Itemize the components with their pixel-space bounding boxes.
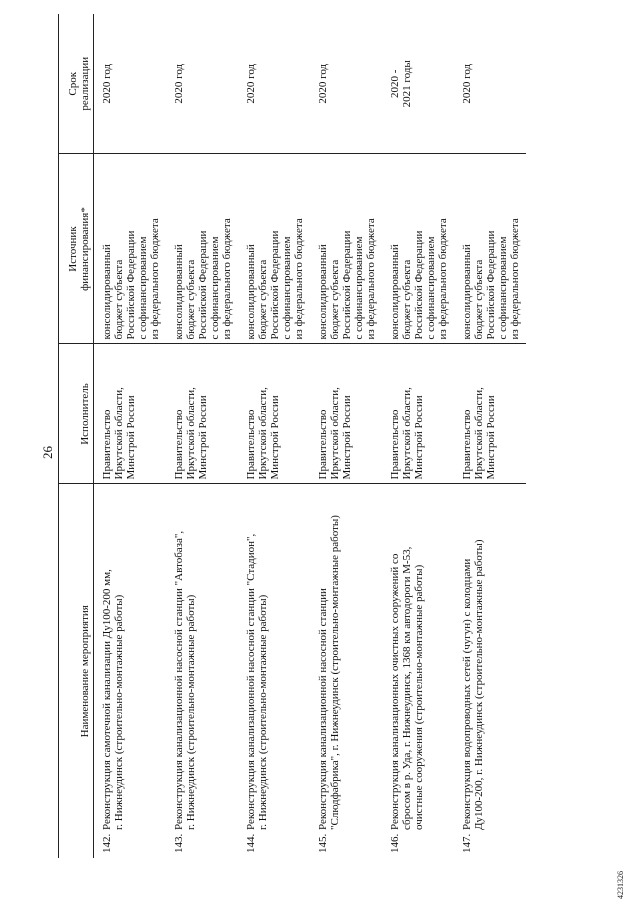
header-name: Наименование мероприятия [59,484,94,858]
cell-source: консолидированный бюджет субъекта Российской Федерации с софинансированием из федерального бюджета [454,154,526,344]
cell-name [310,484,382,858]
row-number: 142. [101,833,113,853]
row-name: Реконструкция самотечной канализации Ду100-200 мм, г. Нижнеудинск (строительно-монтажные работы) [101,569,125,830]
measures-table [58,14,526,858]
row-name: Реконструкция водопроводных сетей (чугун) с колодцами Ду100-200, г. Нижнеудинск (строительно-монтажные работы) [461,539,485,830]
cell-name [94,484,167,858]
cell-name [454,484,526,858]
row-name: Реконструкция канализационной насосной станции "Автобаза", г. Нижнеудинск (строительно-монтажные работы) [173,530,197,830]
table-row [454,14,526,858]
table-row [94,14,167,858]
cell-term: 2020 год [454,14,526,154]
header-term: Срок реализации [59,14,94,154]
row-name: Реконструкция канализационной насосной станции "Слюдфабрика", г. Нижнеудинск (строительно-монтажные работы) [317,515,341,830]
cell-source: консолидированный бюджет субъекта Российской Федерации с софинансированием из федерального бюджета [382,154,454,344]
document-id: 4231326 [616,871,625,899]
cell-name [382,484,454,858]
table-row [382,14,454,858]
cell-source: консолидированный бюджет субъекта Российской Федерации с софинансированием из федерального бюджета [310,154,382,344]
cell-executor: Правительство Иркутской области, Минстрой России [166,344,238,484]
cell-executor: Правительство Иркутской области, Минстрой России [382,344,454,484]
cell-executor: Правительство Иркутской области, Минстрой России [454,344,526,484]
table-row [238,14,310,858]
cell-term: 2020 год [94,14,167,154]
row-number: 144. [245,833,257,853]
row-name: Реконструкция канализационной насосной станции "Стадион", г. Нижнеудинск (строительно-монтажные работы) [245,533,269,830]
cell-term: 2020 год [166,14,238,154]
cell-source: консолидированный бюджет субъекта Российской Федерации с софинансированием из федерального бюджета [94,154,167,344]
cell-executor: Правительство Иркутской области, Минстрой России [310,344,382,484]
cell-term: 2020 - 2021 годы [382,14,454,154]
cell-name [166,484,238,858]
header-executor: Исполнитель [59,344,94,484]
row-number: 147. [461,833,473,853]
cell-term: 2020 год [238,14,310,154]
table-header-row [59,14,94,858]
header-source: Источник финансирования* [59,154,94,344]
cell-executor: Правительство Иркутской области, Минстрой России [238,344,310,484]
row-name: Реконструкция канализационных очистных сооружений со сбросом в р. Уда, г. Нижнеудинск, 1368 км автодороги М-53, очистные сооружения (строительно-монтажные работы) [389,546,425,830]
page-number: 26 [40,446,55,459]
cell-source: консолидированный бюджет субъекта Российской Федерации с софинансированием из федерального бюджета [238,154,310,344]
cell-name [238,484,310,858]
cell-executor: Правительство Иркутской области, Минстрой России [94,344,167,484]
row-number: 145. [317,833,329,853]
table-row [166,14,238,858]
table-row [310,14,382,858]
row-number: 146. [389,833,401,853]
row-number: 143. [173,833,185,853]
cell-term: 2020 год [310,14,382,154]
cell-source: консолидированный бюджет субъекта Российской Федерации с софинансированием из федерального бюджета [166,154,238,344]
